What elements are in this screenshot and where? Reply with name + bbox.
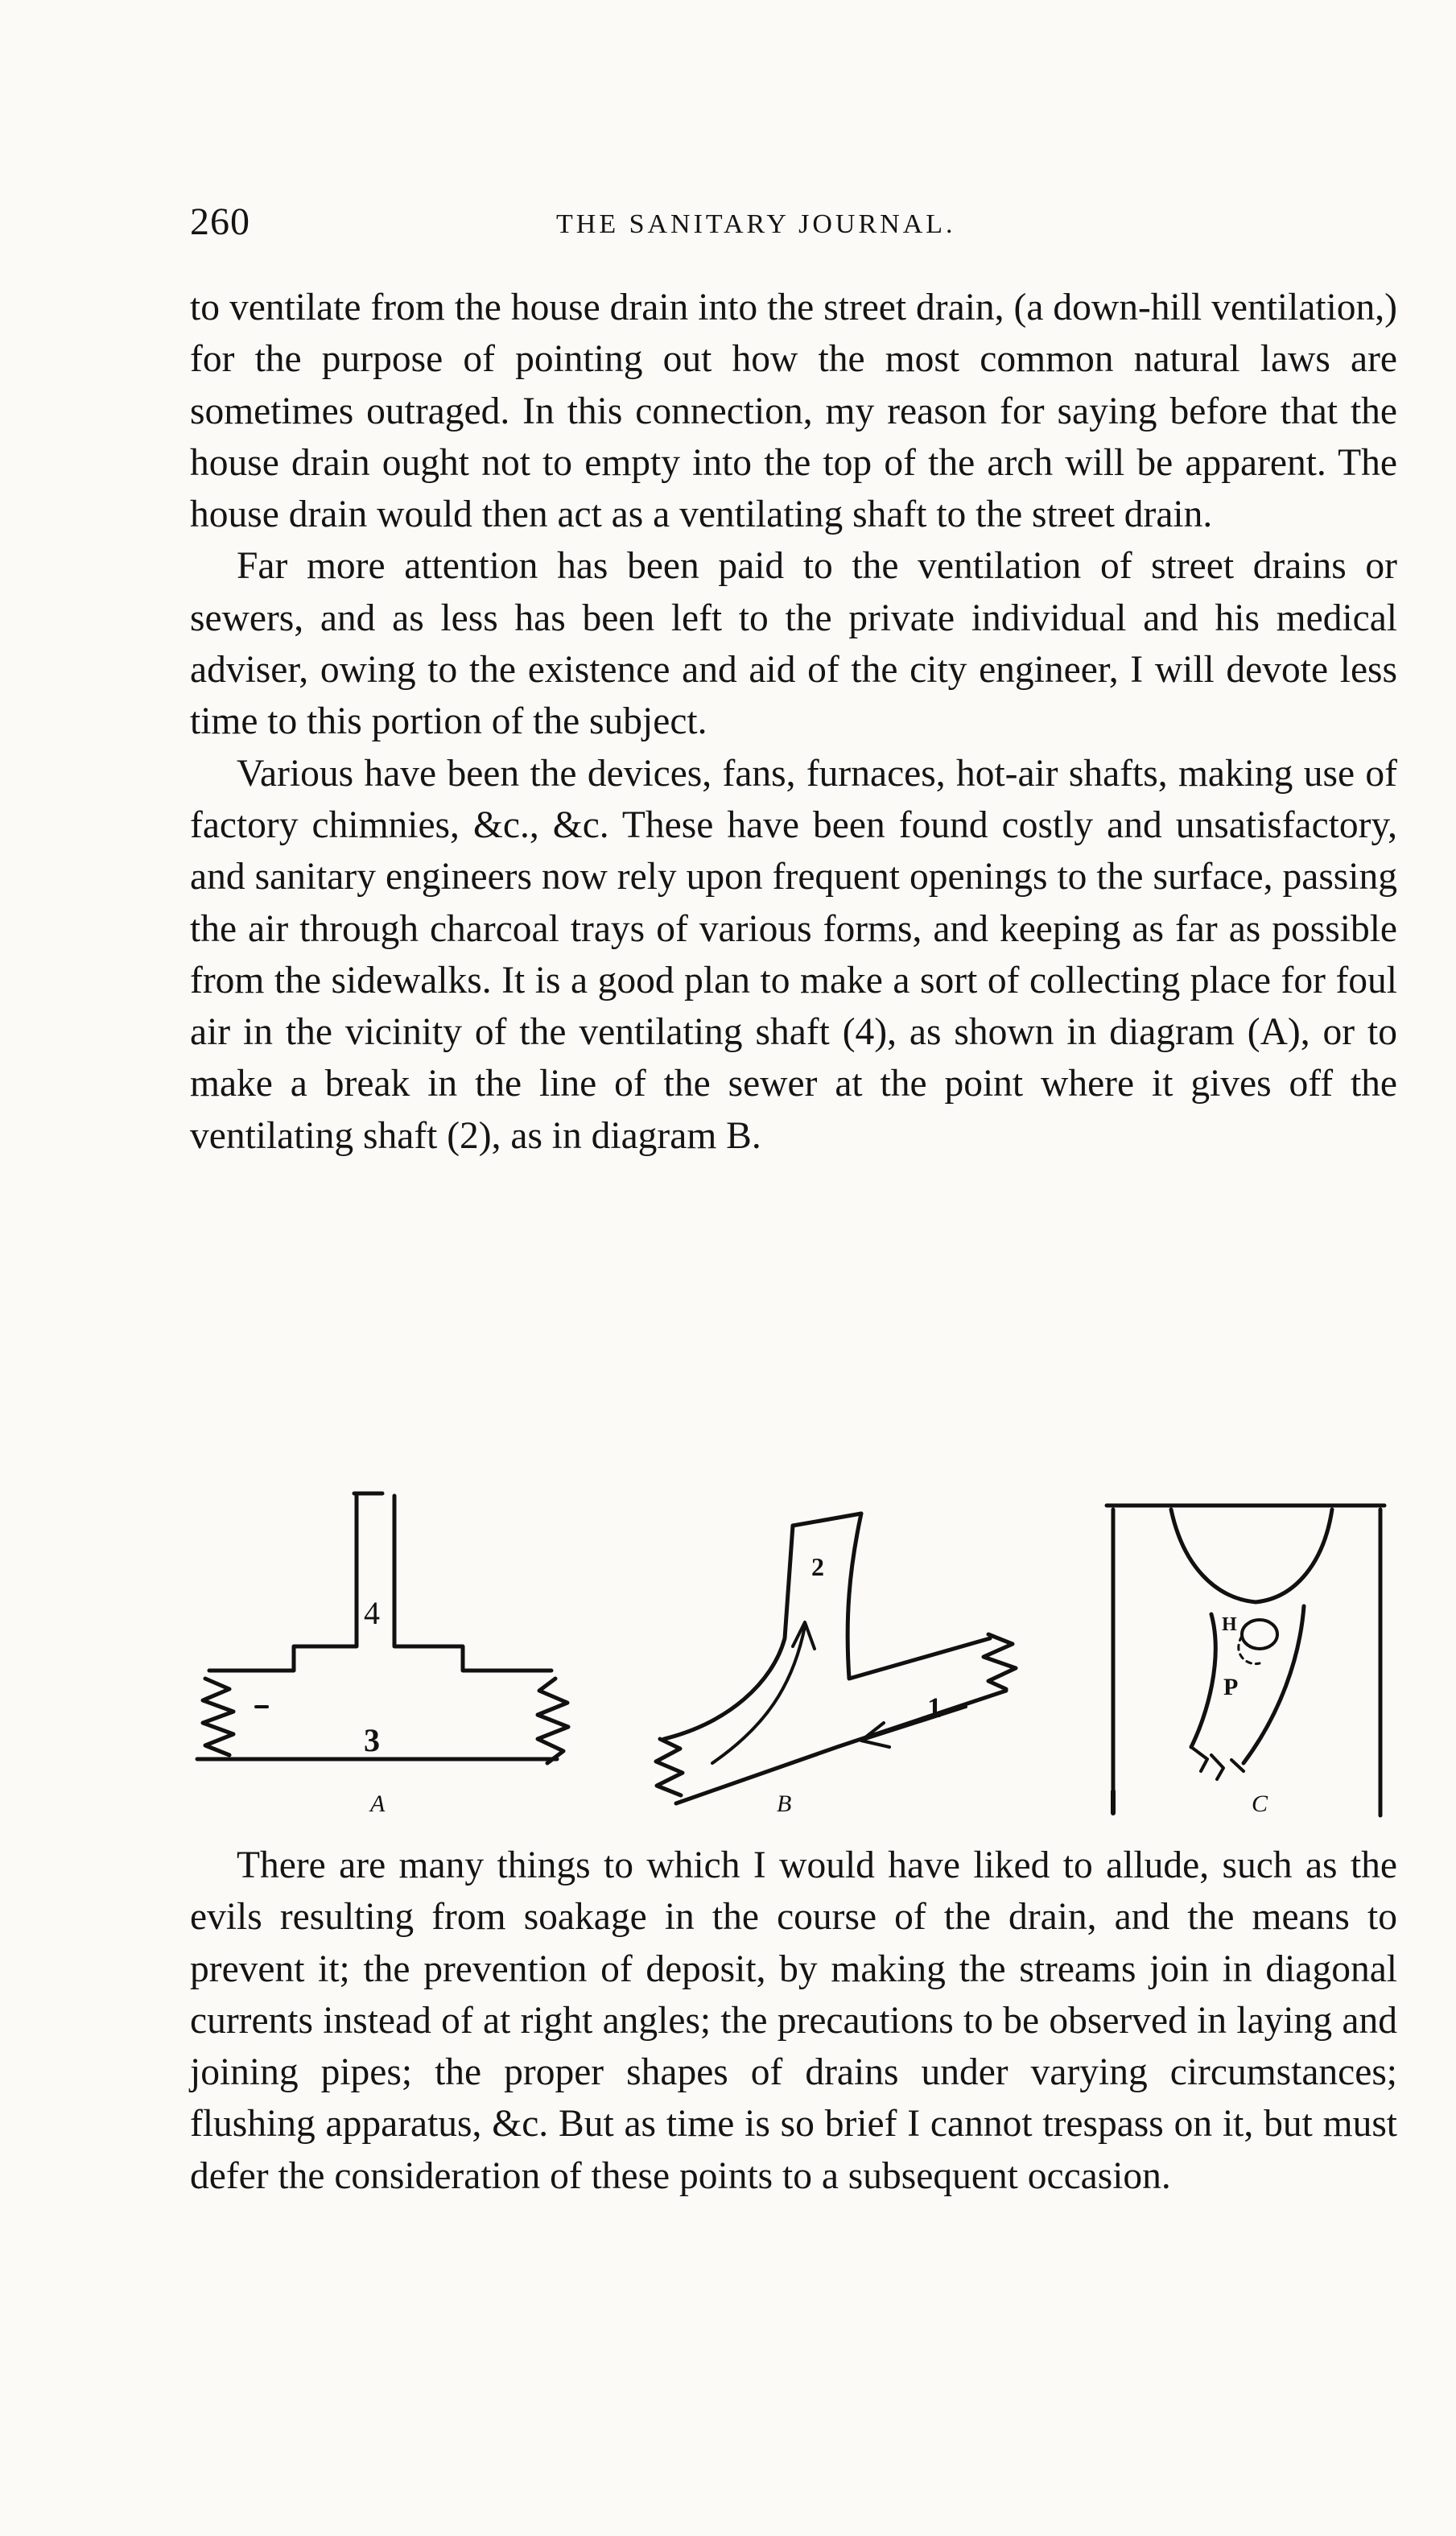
- diagram-c-label-p: P: [1223, 1674, 1239, 1700]
- diagram-b-caption: B: [777, 1790, 792, 1817]
- diagram-a: [197, 1493, 568, 1763]
- diagram-b-left-break: [656, 1739, 683, 1795]
- paragraph: to ventilate from the house drain into the street drain, (a down-hill ventilation,) for the purpose of pointing out how the most common natural laws are sometimes outraged. In this connection, my reason for saying before that the house drain ought not to empty into the top of the arch will be apparent. The house drain would then act as a ventilating shaft to the street drain.: [190, 287, 1397, 536]
- diagram-b-label-2: 2: [811, 1552, 824, 1581]
- page-number: 260: [190, 200, 250, 243]
- diagram-b-left-wall: [664, 1526, 793, 1739]
- diagram-b: [656, 1514, 1016, 1803]
- diagram-b-label-1: 1: [927, 1691, 942, 1724]
- diagram-a-left-break: [203, 1679, 233, 1755]
- diagram-b-right-break: [984, 1634, 1016, 1689]
- paragraph: Various have been the devices, fans, furnaces, hot-air shafts, making use of factory chimnies, &c., &c. These have been found costly and unsatisfactory, and sanitary engineers now rely upon frequent openings to the surface, passing the air through charcoal trays of various forms, and keeping as far as possible from the sidewalks. It is a good plan to make a sort of collecting place for foul air in the vicinity of the ventilating shaft (4), as shown in diagram (A), or to make a break in the line of the sewer at the point where it gives off the ventilating shaft (2), as in diagram B.: [190, 752, 1397, 1157]
- body-text-bottom: [190, 1840, 1397, 2202]
- diagram-a-label-4: 4: [364, 1595, 380, 1631]
- diagram-c-trap-h: [1242, 1620, 1277, 1649]
- diagram-b-lower-wall: [676, 1691, 1006, 1803]
- paragraph: There are many things to which I would have liked to allude, such as the evils resulting from soakage in the course of the drain, and the means to prevent it; the prevention of deposit, by making the streams join in diagonal currents instead of at right angles; the precautions to be observed in laying and joining pipes; the proper shapes of drains under varying circumstances; flushing apparatus, &c. But as time is so brief I cannot trespass on it, but must defer the consideration of these points to a subsequent occasion.: [190, 1844, 1397, 2197]
- running-head: THE SANITARY JOURNAL.: [556, 209, 956, 239]
- diagram-c-basin: [1171, 1510, 1332, 1602]
- diagram-a-caption: A: [370, 1790, 386, 1817]
- diagram-a-label-3: 3: [364, 1722, 380, 1758]
- diagram-c: [1107, 1505, 1384, 1815]
- diagram-a-upper-outline: [209, 1496, 357, 1671]
- diagram-c-caption: C: [1252, 1790, 1268, 1817]
- paragraph: Far more attention has been paid to the ventilation of street drains or sewers, and as less has been left to the private individual and his medical adviser, owing to the existence and aid of the city engineer, I will devote less time to this portion of the subject.: [190, 545, 1397, 743]
- diagram-b-right-wall: [848, 1514, 990, 1679]
- diagram-a-right-break: [538, 1679, 568, 1763]
- diagram-b-flow-arrow: [712, 1626, 805, 1763]
- diagram-c-label-h: H: [1222, 1614, 1237, 1635]
